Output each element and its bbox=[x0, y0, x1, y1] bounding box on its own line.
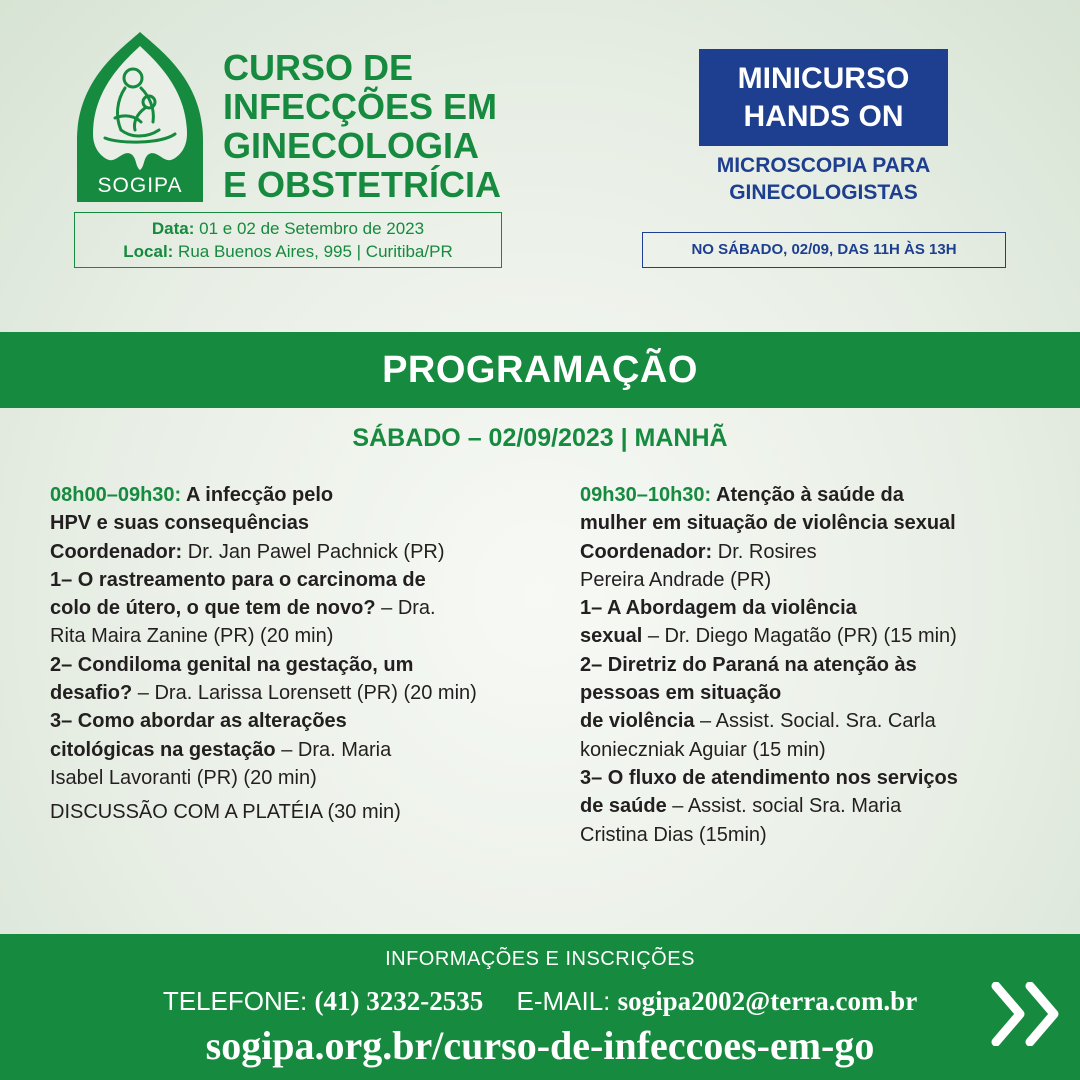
talk-speaker: konieczniak Aguiar (15 min) bbox=[580, 738, 826, 761]
talk-speaker: – Dra. bbox=[375, 597, 436, 620]
talk-title: colo de útero, o que tem de novo? bbox=[50, 597, 376, 620]
footer-contact bbox=[0, 986, 1080, 1017]
course-title-line: INFECÇÕES EM bbox=[223, 86, 498, 127]
course-title bbox=[223, 48, 523, 204]
minicurso-subtitle-line: GINECOLOGISTAS bbox=[729, 181, 918, 204]
talk-title: 1– A Abordagem da violência bbox=[580, 597, 857, 620]
double-chevron-right-icon[interactable] bbox=[990, 982, 1070, 1046]
program-heading: PROGRAMAÇÃO bbox=[0, 332, 1080, 408]
talk-title: 2– Diretriz do Paraná na atenção às bbox=[580, 653, 917, 676]
session-left bbox=[50, 481, 530, 827]
minicurso-title-line: MINICURSO bbox=[737, 62, 910, 95]
sogipa-logo bbox=[75, 30, 205, 202]
email-link[interactable]: sogipa2002@terra.com.br bbox=[617, 986, 918, 1016]
minicurso-subtitle bbox=[680, 152, 967, 206]
talk-speaker: – Dr. Diego Magatão (PR) (15 min) bbox=[642, 625, 957, 648]
logo-wordmark: SOGIPA bbox=[97, 174, 183, 197]
minicurso-schedule: NO SÁBADO, 02/09, DAS 11H ÀS 13H bbox=[642, 232, 1006, 268]
footer-label: INFORMAÇÕES E INSCRIÇÕES bbox=[385, 948, 695, 970]
talk-title: de violência bbox=[580, 710, 695, 733]
website-link[interactable]: sogipa.org.br/curso-de-infeccoes-em-go bbox=[205, 1023, 875, 1068]
talk-speaker: Cristina Dias (15min) bbox=[580, 823, 767, 846]
talk-title: desafio? bbox=[50, 682, 133, 705]
session-title: HPV e suas consequências bbox=[50, 512, 310, 535]
program-day-heading: SÁBADO – 02/09/2023 | MANHÃ bbox=[352, 424, 728, 452]
course-title-line: GINECOLOGIA bbox=[223, 125, 480, 166]
coordinator-name: Dr. Jan Pawel Pachnick (PR) bbox=[182, 540, 445, 563]
talk-title: 3– O fluxo de atendimento nos serviços bbox=[580, 766, 958, 789]
talk-speaker: Isabel Lavoranti (PR) (20 min) bbox=[50, 766, 317, 789]
coordinator-name: Pereira Andrade (PR) bbox=[580, 568, 772, 591]
course-date bbox=[75, 217, 501, 240]
email-label: E-MAIL: bbox=[516, 986, 618, 1016]
talk-speaker: – Dra. Larissa Lorensett (PR) (20 min) bbox=[132, 682, 477, 705]
talk-title: de saúde bbox=[580, 795, 667, 818]
footer bbox=[0, 934, 1080, 1080]
talk-title: pessoas em situação bbox=[580, 682, 782, 705]
talk-title: sexual bbox=[580, 625, 643, 648]
course-title-line: E OBSTETRÍCIA bbox=[223, 164, 502, 205]
talk-speaker: Rita Maira Zanine (PR) (20 min) bbox=[50, 625, 334, 648]
talk-speaker: – Assist. social Sra. Maria bbox=[666, 795, 902, 818]
date-label: Data: bbox=[151, 219, 195, 238]
coordinator-name: Dr. Rosires bbox=[712, 540, 817, 563]
minicurso-title-line: HANDS ON bbox=[743, 100, 904, 133]
minicurso-subtitle-line: MICROSCOPIA PARA bbox=[716, 154, 931, 177]
discussion-item: DISCUSSÃO COM A PLATÉIA (30 min) bbox=[50, 801, 401, 824]
talk-speaker: – Dra. Maria bbox=[275, 738, 392, 761]
course-title-line: CURSO DE bbox=[223, 47, 414, 88]
phone-label: TELEFONE: bbox=[162, 986, 315, 1016]
session-title: Atenção à saúde da bbox=[711, 484, 904, 506]
session-title: A infecção pelo bbox=[181, 484, 334, 506]
talk-title: 3– Como abordar as alterações bbox=[50, 710, 347, 733]
minicurso-badge bbox=[699, 49, 948, 146]
coordinator-label: Coordenador: bbox=[580, 540, 713, 563]
session-time: 08h00–09h30: bbox=[50, 484, 182, 506]
talk-title: 2– Condiloma genital na gestação, um bbox=[50, 653, 414, 676]
course-info-box bbox=[74, 212, 502, 268]
session-right bbox=[580, 481, 1050, 849]
coordinator-label: Coordenador: bbox=[50, 540, 183, 563]
location-value: Rua Buenos Aires, 995 | Curitiba/PR bbox=[173, 242, 453, 261]
talk-speaker: – Assist. Social. Sra. Carla bbox=[694, 710, 936, 733]
session-time: 09h30–10h30: bbox=[580, 484, 712, 506]
phone-link[interactable]: (41) 3232-2535 bbox=[314, 986, 484, 1016]
talk-title: citológicas na gestação bbox=[50, 738, 276, 761]
date-value: 01 e 02 de Setembro de 2023 bbox=[194, 219, 425, 238]
session-title: mulher em situação de violência sexual bbox=[580, 512, 956, 535]
location-label: Local: bbox=[123, 242, 174, 261]
talk-title: 1– O rastreamento para o carcinoma de bbox=[50, 568, 426, 591]
course-location bbox=[75, 240, 501, 263]
